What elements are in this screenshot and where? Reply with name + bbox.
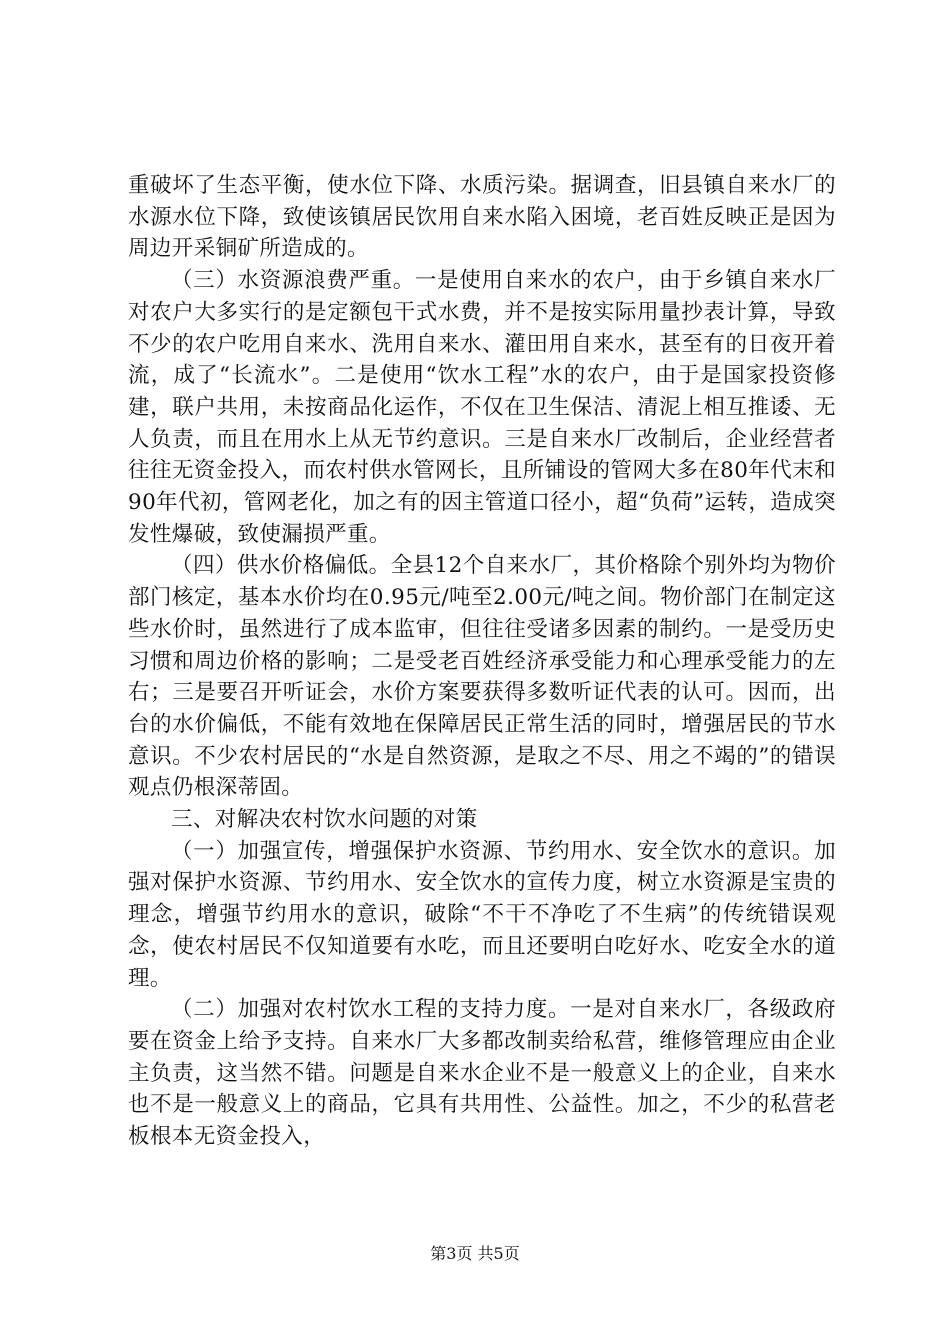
paragraph-water-waste: （三）水资源浪费严重。一是使用自来水的农户，由于乡镇自来水厂对农户大多实行的是定额包干式水费，并不是按实际用量抄表计算，导致不少的农户吃用自来水、洗用自来水、灌田用自来水，甚至有的日夜开着流，成了“长流水”。二是使用“饮水工程”水的农户，由于是国家投资修建，联户共用，未按商品化运作，不仅在卫生保洁、清泥上相互推诿、无人负责，而且在用水上从无节约意识。三是自来水厂改制后，企业经营者往往无资金投入，而农村供水管网长，且所铺设的管网大多在80年代末和90年代初，管网老化，加之有的因主管道口径小，超“负荷”运转，造成突发性爆破，致使漏损严重。 <box>128 268 836 547</box>
paragraph-support: （二）加强对农村饮水工程的支持力度。一是对自来水厂，各级政府要在资金上给予支持。自来水厂大多都改制卖给私营，维修管理应由企业主负责，这当然不错。问题是自来水企业不是一般意义上的企业，自来水也不是一般意义上的商品，它具有共用性、公益性。加之，不少的私营老板根本无资金投入， <box>128 997 836 1150</box>
document-body <box>128 170 836 1153</box>
page-number-footer: 第3页 共5页 <box>430 1244 520 1263</box>
paragraph-publicity: （一）加强宣传，增强保护水资源、节约用水、安全饮水的意识。加强对保护水资源、节约用水、安全饮水的宣传力度，树立水资源是宝贵的理念，增强节约用水的意识，破除“不干不净吃了不生病”的传统错误观念，使农村居民不仅知道要有水吃，而且还要明白吃好水、吃安全水的道理。 <box>128 838 836 991</box>
section-heading-countermeasures: 三、对解决农村饮水问题的对策 <box>171 807 478 833</box>
paragraph-continuation: 重破坏了生态平衡，使水位下降、水质污染。据调查，旧县镇自来水厂的水源水位下降，致使该镇居民饮用自来水陷入困境，老百姓反映正是因为周边开采铜矿所造成的。 <box>128 173 836 262</box>
paragraph-water-price: （四）供水价格偏低。全县12个自来水厂，其价格除个别外均为物价部门核定，基本水价均在0.95元/吨至2.00元/吨之间。物价部门在制定这些水价时，虽然进行了成本监审，但往往受诸多因素的制约。一是受历史习惯和周边价格的影响；二是受老百姓经济承受能力和心理承受能力的左右；三是要召开听证会，水价方案要获得多数听证代表的认可。因而，出台的水价偏低，不能有效地在保障居民正常生活的同时，增强居民的节水意识。不少农村居民的“水是自然资源，是取之不尽、用之不竭的”的错误观点仍根深蒂固。 <box>128 553 836 801</box>
